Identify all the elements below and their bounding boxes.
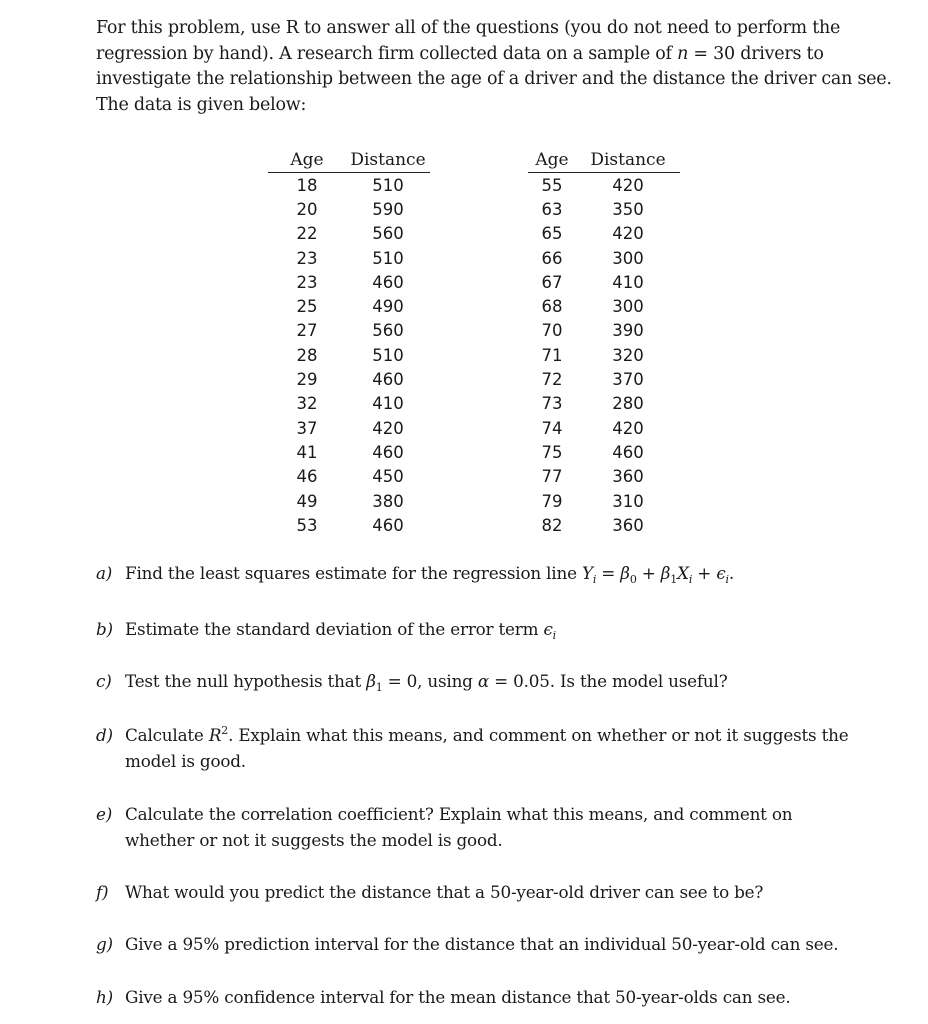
age-cell: 32 xyxy=(296,394,318,414)
distance-cell: 590 xyxy=(372,199,404,219)
table-row xyxy=(528,294,680,318)
age-cell: 20 xyxy=(296,199,318,219)
table-row xyxy=(268,489,430,513)
table-row xyxy=(528,222,680,246)
question-label: g) xyxy=(96,934,113,954)
age-cell: 49 xyxy=(296,491,318,511)
table-body-left xyxy=(268,173,430,538)
distance-cell: 450 xyxy=(372,467,404,487)
age-header: Age xyxy=(268,147,346,173)
question-e xyxy=(96,801,876,853)
question-d xyxy=(96,722,876,774)
math-sub-0: 0 xyxy=(629,573,637,586)
distance-header: Distance xyxy=(576,147,680,173)
distance-cell: 420 xyxy=(612,224,644,244)
age-cell: 63 xyxy=(541,199,563,219)
math-sup-2: 2 xyxy=(221,724,229,737)
table-row xyxy=(528,392,680,416)
distance-cell: 320 xyxy=(612,345,644,365)
distance-cell: 460 xyxy=(612,442,644,462)
table-row xyxy=(268,173,430,198)
distance-cell: 420 xyxy=(372,418,404,438)
question-d-text-2: . Explain what this means, and comment on whether or not it suggests the xyxy=(228,725,849,745)
distance-cell: 460 xyxy=(372,515,404,535)
question-e-line-2: whether or not it suggests the model is good. xyxy=(125,830,503,850)
distance-cell: 310 xyxy=(612,491,644,511)
question-d-line-1 xyxy=(125,722,876,748)
age-cell: 37 xyxy=(296,418,318,438)
distance-cell: 560 xyxy=(372,321,404,341)
question-text xyxy=(125,722,876,774)
table-row xyxy=(268,440,430,464)
table-row xyxy=(268,416,430,440)
distance-cell: 300 xyxy=(612,248,644,268)
age-cell: 65 xyxy=(541,224,563,244)
question-c-text-3: = 0.05. Is the model useful? xyxy=(489,671,728,691)
math-sub-1: 1 xyxy=(670,573,678,586)
distance-cell: 420 xyxy=(612,175,644,195)
age-cell: 71 xyxy=(541,345,563,365)
intro-line-3: investigate the relationship between the age of a driver and the distance the driver can see. xyxy=(96,69,892,89)
distance-header: Distance xyxy=(346,147,430,173)
age-cell: 77 xyxy=(541,467,563,487)
table-row xyxy=(528,270,680,294)
distance-cell: 360 xyxy=(612,467,644,487)
question-label: h) xyxy=(96,987,113,1007)
distance-cell: 420 xyxy=(612,418,644,438)
table-row xyxy=(528,465,680,489)
table-row xyxy=(528,513,680,537)
intro-line-2-text: regression by hand). A research firm collected data on a sample of xyxy=(96,43,678,64)
question-label: c) xyxy=(96,671,112,691)
question-text: What would you predict the distance that a 50-year-old driver can see to be? xyxy=(125,882,764,902)
distance-cell: 510 xyxy=(372,248,404,268)
equals-sign: = xyxy=(688,43,714,64)
distance-cell: 280 xyxy=(612,394,644,414)
age-cell: 22 xyxy=(296,224,318,244)
table-row xyxy=(268,319,430,343)
table-row xyxy=(268,294,430,318)
distance-cell: 300 xyxy=(612,297,644,317)
math-y: Y xyxy=(581,563,593,583)
distance-cell: 410 xyxy=(372,394,404,414)
distance-cell: 460 xyxy=(372,370,404,390)
question-a-text: Find the least squares estimate for the regression line xyxy=(125,563,582,583)
distance-cell: 350 xyxy=(612,199,644,219)
age-cell: 72 xyxy=(541,370,563,390)
table-row xyxy=(268,343,430,367)
distance-cell: 370 xyxy=(612,370,644,390)
intro-line-1: For this problem, use R to answer all of the questions (you do not need to perform the xyxy=(96,18,841,38)
intro-line-2 xyxy=(96,42,896,68)
age-cell: 41 xyxy=(296,442,318,462)
question-text xyxy=(125,801,876,853)
question-a xyxy=(96,560,876,586)
math-plus: + xyxy=(636,563,661,583)
age-cell: 28 xyxy=(296,345,318,365)
age-cell: 82 xyxy=(541,515,563,535)
table-header-row xyxy=(528,147,680,173)
question-f xyxy=(96,879,876,905)
table-row xyxy=(268,197,430,221)
question-b-text: Estimate the standard deviation of the error term xyxy=(125,619,544,639)
math-sub-1: 1 xyxy=(375,681,383,694)
question-c xyxy=(96,668,876,694)
age-cell: 55 xyxy=(541,175,563,195)
age-cell: 74 xyxy=(541,418,563,438)
math-r: R xyxy=(208,725,222,745)
table-row xyxy=(528,173,680,198)
question-c-text: Test the null hypothesis that xyxy=(125,671,367,691)
age-cell: 27 xyxy=(296,321,318,341)
table-header-row xyxy=(268,147,430,173)
math-sub-i: i xyxy=(552,629,556,642)
question-label: b) xyxy=(96,619,113,639)
table-row xyxy=(528,489,680,513)
question-e-line-1: Calculate the correlation coefficient? Explain what this means, and comment on xyxy=(125,804,793,824)
age-cell: 70 xyxy=(541,321,563,341)
math-sub-i: i xyxy=(592,573,597,586)
age-cell: 46 xyxy=(296,467,318,487)
table-row xyxy=(268,392,430,416)
math-alpha: α xyxy=(477,671,490,691)
distance-cell: 460 xyxy=(372,272,404,292)
math-sub-i: i xyxy=(688,573,693,586)
intro-line-2-end: 30 drivers to xyxy=(713,43,824,64)
question-label: e) xyxy=(96,804,113,824)
question-text xyxy=(125,560,876,586)
math-plus: + xyxy=(692,563,717,583)
table-row xyxy=(528,416,680,440)
question-text xyxy=(125,616,876,642)
table-row xyxy=(268,222,430,246)
question-label: a) xyxy=(96,563,113,583)
question-h xyxy=(96,984,876,1010)
math-beta: β xyxy=(366,671,376,691)
table-row xyxy=(268,513,430,537)
age-cell: 75 xyxy=(541,442,563,462)
question-label: f) xyxy=(96,882,109,902)
table-row xyxy=(528,343,680,367)
age-header: Age xyxy=(528,147,576,173)
data-table-left xyxy=(268,147,430,537)
distance-cell: 510 xyxy=(372,175,404,195)
sample-size-symbol: n xyxy=(677,43,689,64)
math-sub-i: i xyxy=(725,573,729,586)
age-cell: 73 xyxy=(541,394,563,414)
table-row xyxy=(528,246,680,270)
intro-line-4: The data is given below: xyxy=(96,94,307,115)
distance-cell: 410 xyxy=(612,272,644,292)
table-row xyxy=(268,465,430,489)
distance-cell: 380 xyxy=(372,491,404,511)
age-cell: 25 xyxy=(296,297,318,317)
question-d-text: Calculate xyxy=(125,725,209,745)
table-row xyxy=(268,367,430,391)
age-cell: 67 xyxy=(541,272,563,292)
distance-cell: 560 xyxy=(372,224,404,244)
question-text: Give a 95% confidence interval for the mean distance that 50-year-olds can see. xyxy=(125,987,791,1007)
data-table-right xyxy=(528,147,680,537)
age-cell: 68 xyxy=(541,297,563,317)
question-d-line-2: model is good. xyxy=(125,751,246,771)
age-cell: 18 xyxy=(296,175,318,195)
table-body-right xyxy=(528,173,680,538)
math-x: X xyxy=(677,563,689,583)
distance-cell: 460 xyxy=(372,442,404,462)
math-beta: β xyxy=(620,563,630,583)
table-row xyxy=(528,440,680,464)
distance-cell: 490 xyxy=(372,297,404,317)
age-cell: 79 xyxy=(541,491,563,511)
table-row xyxy=(528,197,680,221)
question-text xyxy=(125,668,876,694)
table-row xyxy=(528,367,680,391)
math-beta: β xyxy=(660,563,671,583)
question-g xyxy=(96,931,876,957)
table-row xyxy=(268,246,430,270)
math-epsilon: ϵ xyxy=(543,619,553,639)
age-cell: 29 xyxy=(296,370,318,390)
problem-intro xyxy=(96,16,896,118)
age-cell: 53 xyxy=(296,515,318,535)
math-eq: = xyxy=(596,563,621,583)
age-cell: 23 xyxy=(296,248,318,268)
question-c-text-2: = 0, using xyxy=(382,671,478,691)
age-cell: 23 xyxy=(296,272,318,292)
question-text: Give a 95% prediction interval for the distance that an individual 50-year-old can see. xyxy=(125,934,839,954)
question-label: d) xyxy=(96,725,113,745)
question-b xyxy=(96,616,876,642)
distance-cell: 360 xyxy=(612,515,644,535)
age-cell: 66 xyxy=(541,248,563,268)
math-period: . xyxy=(728,563,734,583)
distance-cell: 510 xyxy=(372,345,404,365)
table-row xyxy=(268,270,430,294)
table-row xyxy=(528,319,680,343)
math-epsilon: ϵ xyxy=(716,563,726,583)
distance-cell: 390 xyxy=(612,321,644,341)
